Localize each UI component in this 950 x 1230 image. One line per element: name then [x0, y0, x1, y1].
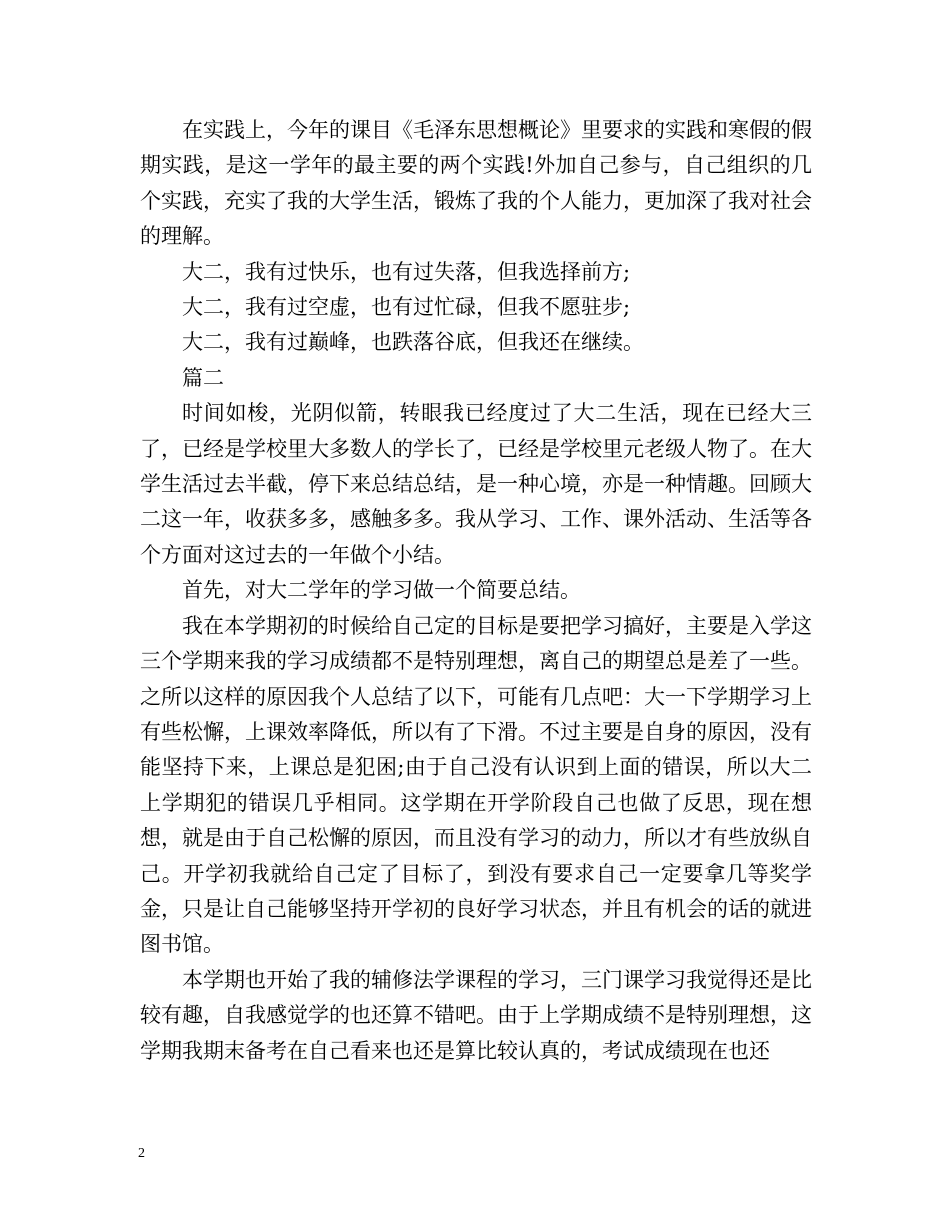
paragraph-study-goals: 我在本学期初的时候给自己定的目标是要把学习搞好，主要是入学这三个学期来我的学习成绩都不是特别理想，离自己的期望总是差了一些。之所以这样的原因我个人总结了以下，可能有几点吧：大一下学期学习上有些松懈，上课效率降低，所以有了下滑。不过主要是自身的原因，没有能坚持下来，上课总是犯困;由于自己没有认识到上面的错误，所以大二上学期犯的错误几乎相同。这学期在开学阶段自己也做了反思，现在想想，就是由于自己松懈的原因，而且没有学习的动力，所以才有些放纵自己。开学初我就给自己定了目标了，到没有要求自己一定要拿几等奖学金，只是让自己能够坚持开学初的良好学习状态，并且有机会的话的就进图书馆。	[140, 613, 812, 957]
paragraph-sophomore-happiness: 大二，我有过快乐，也有过失落，但我选择前方;	[182, 259, 631, 284]
document-body	[140, 113, 812, 1069]
paragraph-law-minor: 本学期也开始了我的辅修法学课程的学习，三门课学习我觉得还是比较有趣，自我感觉学的也还算不错吧。由于上学期成绩不是特别理想，这学期我期末备考在自己看来也还是算比较认真的，考试成绩现在也还	[140, 967, 812, 1063]
section-heading-part-two: 篇二	[182, 365, 224, 390]
paragraph-practice: 在实践上，今年的课目《毛泽东思想概论》里要求的实践和寒假的假期实践，是这一学年的最主要的两个实践!外加自己参与，自己组织的几个实践，充实了我的大学生活，锻炼了我的个人能力，更加深了我对社会的理解。	[140, 118, 812, 249]
paragraph-sophomore-peak: 大二，我有过巅峰，也跌落谷底，但我还在继续。	[182, 330, 644, 355]
paragraph-time-flies: 时间如梭，光阴似箭，转眼我已经度过了大二生活，现在已经大三了，已经是学校里大多数人的学长了，已经是学校里元老级人物了。在大学生活过去半截，停下来总结总结，是一种心境，亦是一种情趣。回顾大二这一年，收获多多，感触多多。我从学习、工作、课外活动、生活等各个方面对这过去的一年做个小结。	[140, 401, 812, 567]
paragraph-sophomore-emptiness: 大二，我有过空虚，也有过忙碌，但我不愿驻步;	[182, 295, 631, 320]
page-number: 2	[138, 1146, 145, 1161]
paragraph-study-summary-intro: 首先，对大二学年的学习做一个简要总结。	[182, 578, 581, 603]
